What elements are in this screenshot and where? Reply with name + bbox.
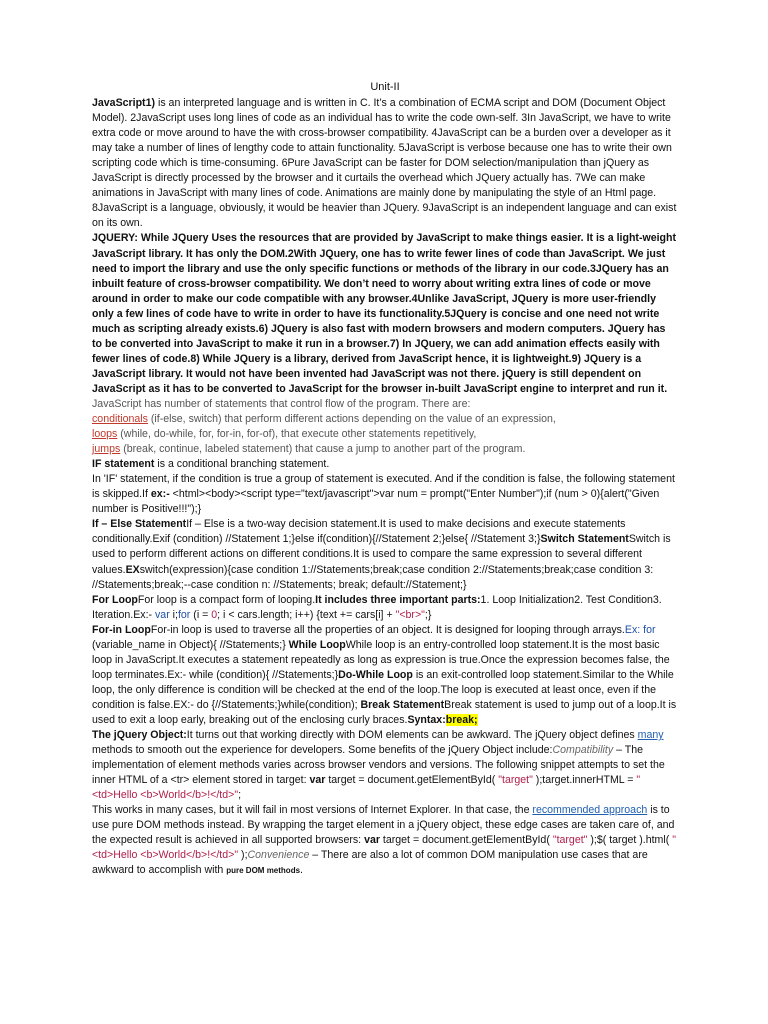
flow-item-jumps: jumps (break, continue, labeled statement) that cause a jump to another part of the program.: [92, 443, 526, 456]
jquery-paragraph: JQUERY: While JQuery Uses the resources that are provided by JavaScript to make things easier. It is a light-weight JavaScript library. It has only the DOM.2With JQuery, one has to write fewer lines of code than JavaScript. We just need to import the library and use the only specific functions or methods of the library in our code.3JQuery has an inbuilt feature of cross-browser compatibility. We don’t need to worry about writing extra lines of code or move around in order to make our code compatible with any browser.4Unlike JavaScript, JQuery is more user-friendly only a few lines of code have to write in order to have its functionality.5JQuery is concise and one need not write much as scripting already exists.6) JQuery is also fast with modern browsers and modern computers. JQuery has to be converted into JavaScript to make it run in a browser.7) In JQuery, we can add animation effects easily with fewer lines of code.8) While JQuery is a library, derived from JavaScript hence, it is lightweight.9) JQuery is a JavaScript library. It would not have been invented had JavaScript was not there. jQuery is still dependent on JavaScript as it has to be converted to JavaScript for the browser in-built JavaScript engine to interpret and run it.: [92, 232, 677, 395]
do-while-heading: Do-While Loop: [338, 668, 413, 681]
for-loop-heading: For Loop: [92, 593, 138, 606]
if-statement-heading: IF statement: [92, 458, 155, 471]
if-else-paragraph: If – Else StatementIf – Else is a two-way decision statement.It is used to make decisions and execute statements conditionally.Exif (condition) //Statement 1;}else if(condition){//Statement 2;}else{ //Statement 3;}Switch StatementSwitch is used to perform different actions on different conditions.It is used to compare the same expression to several different values.EXswitch(expression){case condition 1://Statements;break;case condition 2://Statements;break;case condition 3: //Statements;break;--case condition n: //Statements; break; default://Statement;}: [92, 518, 671, 591]
while-loop-heading: While Loop: [285, 638, 346, 651]
break-statement-heading: Break Statement: [360, 698, 445, 711]
jquery-object-paragraph: The jQuery Object:It turns out that working directly with DOM elements can be awkward. The jQuery object defines many methods to smooth out the experience for developers. Some benefits of the jQuery Object include:Compatibility – The implementation of element methods varies across browser vendors and versions. The following snippet attempts to set the inner HTML of a <tr> element stored in target: var target = document.getElementById( "target" );target.innerHTML = "<td>Hello <b>World</b>!</td>";: [92, 729, 665, 802]
recommended-approach-link[interactable]: recommended approach: [532, 804, 648, 817]
javascript-paragraph: JavaScript1) is an interpreted language and is written in C. It’s a combination of ECMA script and DOM (Document Object Model). 2JavaScript uses long lines of code as an individual has to write the code own-self. 3In JavaScript, we have to write extra code or move around to have the with cross-browser compatibility. 4JavaScript can be a burden over a developer as it may take a number of lines of lengthy code to attain functionality. 5JavaScript is verbose because one has to write their own scripting code which is time-consuming. 6Pure JavaScript can be faster for DOM selection/manipulation than jQuery as JavaScript is directly processed by the browser and it curtails the overhead which JQuery actually has. 7We can make animations in JavaScript with many lines of code. Animations are mainly done by manipulating the style of an Html page. 8JavaScript is a language, obviously, it would be heavier than JQuery. 9JavaScript is an independent language and can exist on its own.: [92, 97, 677, 230]
flow-intro: JavaScript has number of statements that control flow of the program. There are:: [92, 397, 471, 410]
if-description-paragraph: In 'IF' statement, if the condition is true a group of statement is executed. And if the condition is false, the following statement is skipped.If ex:- <html><body><script type="text/javascript">var num = prompt("Enter Number");if (num > 0){alert("Given number is Positive!!!");}: [92, 473, 675, 516]
page-title: Unit-II: [370, 81, 400, 93]
jquery-heading: JQUERY:: [92, 232, 138, 245]
jumps-link[interactable]: jumps: [92, 443, 121, 456]
flow-item-loops: loops (while, do-while, for, for-in, for-of), that execute other statements repetitively,: [92, 428, 477, 441]
javascript-heading: JavaScript1): [92, 97, 156, 110]
switch-heading: Switch Statement: [540, 533, 629, 546]
for-in-paragraph: For-in LoopFor-in loop is used to traverse all the properties of an object. It is designed for looping through arrays.Ex: for (variable_name in Object){ //Statements;} While LoopWhile loop is an entry-controlled loop statement.It is the most basic loop in JavaScript.It executes a statement repeatedly as long as expression is true.Once the expression becomes false, the loop terminates.Ex:- while (condition){ //Statements;}Do-While Loop is an exit-controlled loop statement.Similar to the While loop, the only difference is condition will be checked at the end of the loop.The loop is executed at least once, even if the condition is false.EX:- do {//Statements;}while(condition); Break StatementBreak statement is used to jump out of a loop.It is used to exit a loop early, breaking out of the enclosing curly braces.Syntax:break;: [92, 623, 677, 726]
if-else-heading: If – Else Statement: [92, 518, 187, 531]
for-in-heading: For-in Loop: [92, 623, 151, 636]
many-link[interactable]: many: [637, 729, 664, 742]
document-page: [92, 80, 678, 878]
if-statement-paragraph: IF statement is a conditional branching statement.: [92, 458, 330, 471]
works-paragraph: This works in many cases, but it will fail in most versions of Internet Explorer. In that case, the recommended approach is to use pure DOM methods instead. By wrapping the target element in a jQuery object, these edge cases are taken care of, and the expected result is achieved in all supported browsers: var target = document.getElementById( "target" );$( target ).html( "<td>Hello <b>World</b>!</td>" );Convenience – There are also a lot of common DOM manipulation use cases that are awkward to accomplish with pure DOM methods.: [92, 804, 676, 877]
conditionals-link[interactable]: conditionals: [92, 413, 148, 426]
loops-link[interactable]: loops: [92, 428, 118, 441]
jquery-object-heading: The jQuery Object:: [92, 729, 187, 742]
flow-item-conditionals: conditionals (if-else, switch) that perform different actions depending on the value of an expression,: [92, 413, 556, 426]
for-loop-paragraph: For LoopFor loop is a compact form of looping.It includes three important parts:1. Loop Initialization2. Test Condition3. Iteration.Ex:- var i;for (i = 0; i < cars.length; i++) {text += cars[i] + "<br>";}: [92, 593, 662, 621]
break-keyword-highlight: break;: [445, 713, 478, 726]
